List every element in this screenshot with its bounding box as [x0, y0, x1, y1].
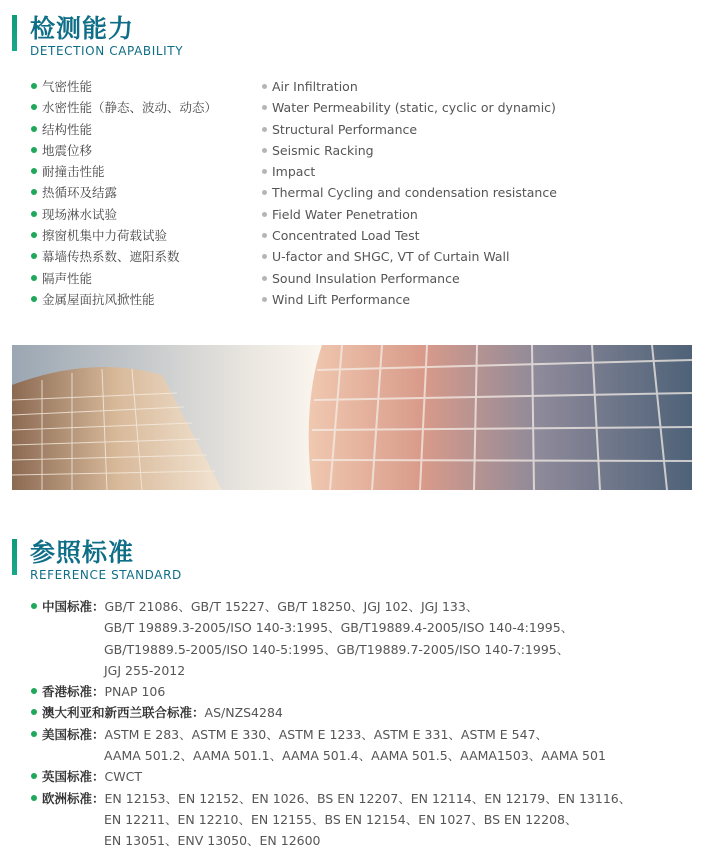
bullet-icon	[262, 84, 267, 89]
detection-item-en	[262, 119, 417, 140]
bullet-icon	[31, 275, 37, 281]
detection-item-cn	[31, 225, 167, 246]
bullet-icon	[262, 212, 267, 217]
bullet-icon	[262, 297, 267, 302]
bullet-icon	[262, 105, 267, 110]
standard-group	[31, 702, 696, 723]
detection-item	[31, 225, 691, 246]
detection-item-cn	[31, 289, 155, 310]
bullet-icon	[31, 688, 37, 694]
bullet-icon	[31, 126, 37, 132]
detection-item	[31, 204, 691, 225]
standard-values: CWCT	[104, 769, 142, 785]
detection-item-cn-text: 水密性能（静态、波动、动态）	[42, 100, 218, 116]
standard-group	[31, 681, 696, 702]
detection-item-en-text: Wind Lift Performance	[272, 291, 411, 307]
detection-item-en	[262, 182, 557, 203]
bullet-icon	[262, 254, 267, 259]
bullet-icon	[31, 168, 37, 174]
standard-first-line	[31, 681, 696, 702]
standard-values: EN 12153、EN 12152、EN 1026、BS EN 12207、EN 12114、EN 12179、EN 13116、	[104, 790, 632, 806]
detection-list	[31, 76, 691, 310]
standard-group	[31, 788, 696, 852]
detection-title: 检测能力	[30, 14, 135, 43]
reference-list	[31, 596, 696, 852]
detection-item-en-text: Seismic Racking	[272, 142, 374, 158]
bullet-icon	[31, 795, 37, 801]
standard-group	[31, 596, 696, 681]
standard-label: 欧洲标准：	[42, 790, 105, 806]
detection-item-cn	[31, 268, 92, 289]
detection-item-en	[262, 225, 420, 246]
standard-values: ASTM E 283、ASTM E 330、ASTM E 1233、ASTM E 331、ASTM E 547、	[104, 726, 549, 742]
standard-continuation: GB/T 19889.3-2005/ISO 140-3:1995、GB/T19889.4-2005/ISO 140-4:1995、	[104, 620, 574, 636]
bullet-icon	[262, 148, 267, 153]
bullet-icon	[31, 232, 37, 238]
detection-item-cn-text: 地震位移	[42, 142, 93, 158]
detection-item-en	[262, 161, 315, 182]
standard-group	[31, 766, 696, 787]
bullet-icon	[31, 731, 37, 737]
detection-item-cn	[31, 119, 92, 140]
detection-item-en-text: Impact	[272, 164, 316, 180]
detection-item-en	[262, 268, 460, 289]
detection-item	[31, 182, 691, 203]
section-accent-bar	[12, 539, 17, 575]
reference-subtitle: REFERENCE STANDARD	[30, 568, 182, 582]
bullet-icon	[31, 773, 37, 779]
detection-item-cn-text: 耐撞击性能	[42, 164, 105, 180]
detection-item-en-text: Sound Insulation Performance	[272, 270, 460, 286]
detection-item-en	[262, 289, 410, 310]
detection-item-cn-text: 幕墙传热系数、遮阳系数	[42, 249, 180, 265]
standard-continuation: EN 13051、ENV 13050、EN 12600	[104, 833, 321, 849]
bullet-icon	[31, 296, 37, 302]
detection-item-en	[262, 204, 418, 225]
bullet-icon	[262, 190, 267, 195]
detection-item-cn	[31, 204, 117, 225]
detection-item-cn-text: 擦窗机集中力荷载试验	[42, 228, 168, 244]
detection-item-en-text: U-factor and SHGC, VT of Curtain Wall	[272, 249, 510, 265]
detection-item-en	[262, 140, 374, 161]
detection-item	[31, 76, 691, 97]
standard-label: 香港标准：	[42, 684, 105, 700]
detection-item	[31, 161, 691, 182]
detection-item-cn-text: 隔声性能	[42, 270, 93, 286]
standard-first-line	[31, 702, 696, 723]
building-illustration	[12, 345, 692, 490]
detection-item	[31, 268, 691, 289]
bullet-icon	[31, 253, 37, 259]
standard-first-line	[31, 596, 696, 617]
detection-item-cn-text: 结构性能	[42, 121, 93, 137]
detection-item-cn-text: 热循环及结露	[42, 185, 118, 201]
detection-item-en-text: Structural Performance	[272, 121, 418, 137]
detection-item-en	[262, 76, 358, 97]
detection-item-cn	[31, 97, 217, 118]
bullet-icon	[31, 211, 37, 217]
detection-item-en-text: Thermal Cycling and condensation resistance	[272, 185, 557, 201]
detection-item-en-text: Concentrated Load Test	[272, 228, 420, 244]
reference-title: 参照标准	[30, 538, 135, 567]
bullet-icon	[262, 233, 267, 238]
detection-item-cn	[31, 182, 117, 203]
detection-item-cn	[31, 76, 92, 97]
detection-item-cn-text: 气密性能	[42, 79, 93, 94]
standard-label: 澳大利亚和新西兰联合标准：	[42, 705, 205, 721]
standard-label: 美国标准：	[42, 726, 105, 742]
standard-values: AS/NZS4284	[204, 705, 283, 721]
bullet-icon	[262, 276, 267, 281]
standard-first-line	[31, 766, 696, 787]
bullet-icon	[31, 83, 37, 89]
bullet-icon	[31, 603, 37, 609]
bullet-icon	[31, 147, 37, 153]
standard-continuation: GB/T19889.5-2005/ISO 140-5:1995、GB/T19889.7-2005/ISO 140-7:1995、	[104, 641, 570, 657]
detection-item-en	[262, 97, 556, 118]
detection-item-cn	[31, 246, 180, 267]
detection-item-en	[262, 246, 510, 267]
standard-group	[31, 724, 696, 767]
standard-first-line	[31, 724, 696, 745]
section-accent-bar	[12, 15, 17, 51]
standard-continuation: EN 12211、EN 12210、EN 12155、BS EN 12154、EN 1027、BS EN 12208、	[104, 811, 578, 827]
detection-item-cn	[31, 161, 105, 182]
bullet-icon	[31, 104, 37, 110]
detection-item-cn	[31, 140, 92, 161]
detection-item-en-text: Air Infiltration	[272, 79, 358, 94]
bullet-icon	[31, 189, 37, 195]
detection-item	[31, 246, 691, 267]
standard-continuation: JGJ 255-2012	[104, 662, 186, 678]
detection-item-cn-text: 金属屋面抗风掀性能	[42, 291, 155, 307]
standard-first-line	[31, 788, 696, 809]
bullet-icon	[31, 709, 37, 715]
building-photo	[12, 345, 692, 490]
standard-continuation: AAMA 501.2、AAMA 501.1、AAMA 501.4、AAMA 501.5、AAMA1503、AAMA 501	[104, 748, 606, 764]
detection-item	[31, 119, 691, 140]
detection-item	[31, 289, 691, 310]
standard-values: GB/T 21086、GB/T 15227、GB/T 18250、JGJ 102、JGJ 133、	[104, 599, 479, 614]
detection-subtitle: DETECTION CAPABILITY	[30, 44, 184, 58]
detection-item-cn-text: 现场淋水试验	[42, 206, 118, 222]
detection-item	[31, 140, 691, 161]
detection-item-en-text: Field Water Penetration	[272, 206, 418, 222]
standard-values: PNAP 106	[104, 684, 166, 700]
standard-label: 英国标准：	[42, 769, 105, 785]
detection-item-en-text: Water Permeability (static, cyclic or dynamic)	[272, 100, 556, 116]
detection-item	[31, 97, 691, 118]
bullet-icon	[262, 169, 267, 174]
bullet-icon	[262, 127, 267, 132]
standard-label: 中国标准：	[42, 599, 105, 614]
